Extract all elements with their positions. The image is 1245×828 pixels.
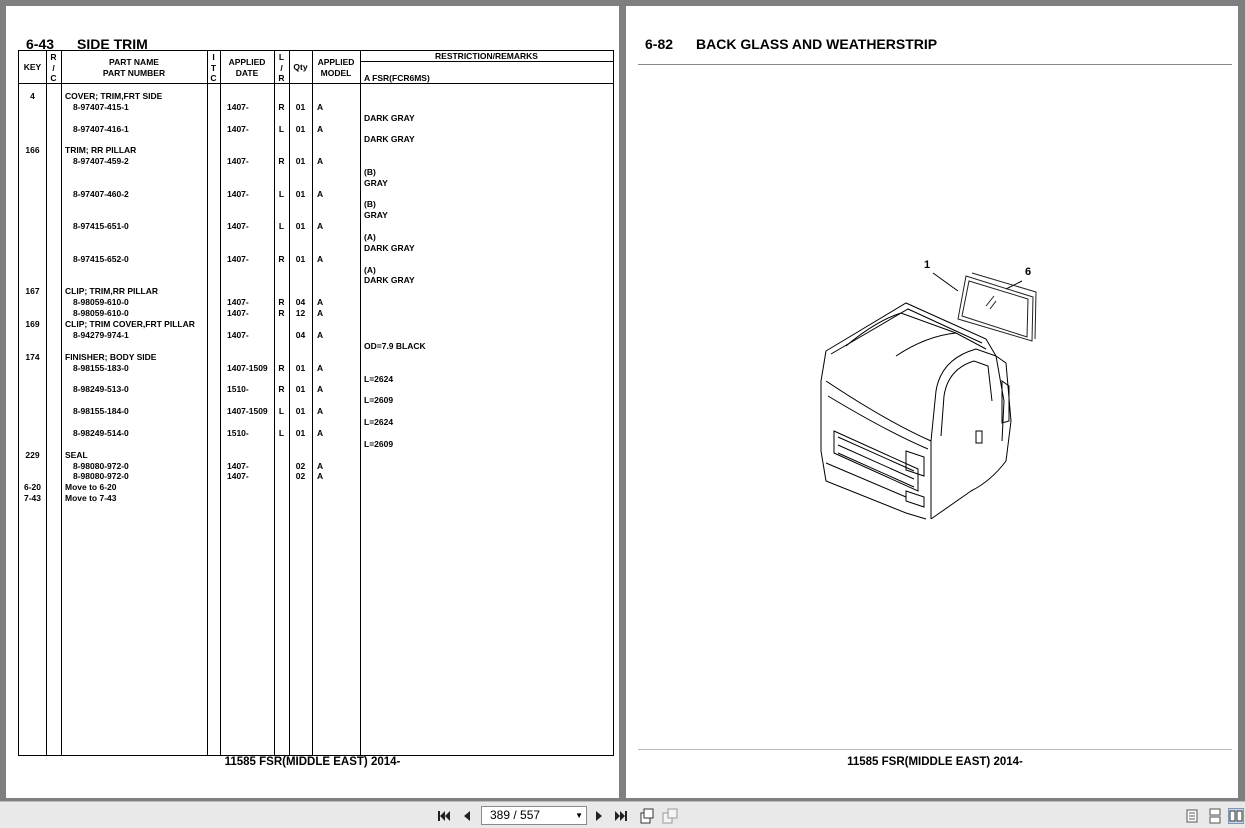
right-footer: 11585 FSR(MIDDLE EAST) 2014- bbox=[847, 756, 1023, 768]
row-key: 174 bbox=[25, 352, 40, 362]
row-number: 8-98249-514-0 bbox=[73, 428, 129, 438]
row-date: 1407- bbox=[227, 189, 249, 199]
row-key: 7-43 bbox=[23, 493, 41, 503]
row-qty: 04 bbox=[295, 330, 306, 340]
row-model: A bbox=[317, 189, 324, 199]
row-key: 6-20 bbox=[23, 482, 41, 492]
row-name: CLIP; TRIM COVER,FRT PILLAR bbox=[65, 319, 195, 329]
row-qty: 01 bbox=[295, 363, 306, 373]
row-date: 1407-1509 bbox=[227, 363, 268, 373]
row-lr: R bbox=[278, 254, 285, 264]
row-date: 1407- bbox=[227, 297, 249, 307]
row-name: CLIP; TRIM,RR PILLAR bbox=[65, 286, 159, 296]
header-model-note: A FSR(FCR6MS) bbox=[364, 73, 430, 83]
row-number: 8-98155-184-0 bbox=[73, 406, 129, 416]
row-date: 1407- bbox=[227, 124, 249, 134]
rotate-page-icon[interactable] bbox=[638, 808, 654, 824]
row-remark: L=2624 bbox=[364, 417, 394, 427]
row-remark: (A) bbox=[364, 232, 376, 242]
row-number: 8-98059-610-0 bbox=[73, 297, 129, 307]
next-page-icon[interactable] bbox=[591, 808, 607, 824]
row-remark: (B) bbox=[364, 199, 376, 209]
row-qty: 01 bbox=[295, 189, 306, 199]
row-qty: 01 bbox=[295, 254, 306, 264]
row-remark: OD=7.9 BLACK bbox=[364, 341, 426, 351]
row-lr: L bbox=[278, 124, 285, 134]
header-key: KEY bbox=[23, 62, 42, 72]
header-rc: R / C bbox=[50, 52, 57, 83]
continuous-page-icon[interactable] bbox=[1207, 808, 1223, 824]
row-remark: L=2609 bbox=[364, 395, 394, 405]
row-qty: 02 bbox=[295, 461, 306, 471]
row-qty: 01 bbox=[295, 124, 306, 134]
row-key: 229 bbox=[25, 450, 40, 460]
row-lr: L bbox=[278, 221, 285, 231]
row-qty: 01 bbox=[295, 221, 306, 231]
row-model: A bbox=[317, 363, 324, 373]
row-model: A bbox=[317, 102, 324, 112]
single-page-icon[interactable] bbox=[1184, 808, 1200, 824]
row-number: 8-98080-972-0 bbox=[73, 461, 129, 471]
row-date: 1407- bbox=[227, 156, 249, 166]
row-model: A bbox=[317, 471, 324, 481]
header-applied-date: APPLIED DATE bbox=[228, 57, 266, 78]
row-number: 8-97407-459-2 bbox=[73, 156, 129, 166]
row-number: 8-98059-610-0 bbox=[73, 308, 129, 318]
row-lr: R bbox=[278, 102, 285, 112]
last-page-icon[interactable] bbox=[613, 808, 629, 824]
row-name: TRIM; RR PILLAR bbox=[65, 145, 137, 155]
left-page bbox=[6, 6, 619, 798]
row-lr: R bbox=[278, 308, 285, 318]
row-key: 167 bbox=[25, 286, 40, 296]
row-date: 1407- bbox=[227, 102, 249, 112]
row-lr: R bbox=[278, 297, 285, 307]
row-name: FINISHER; BODY SIDE bbox=[65, 352, 157, 362]
row-number: 8-98080-972-0 bbox=[73, 471, 129, 481]
row-key: 169 bbox=[25, 319, 40, 329]
header-lr: L / R bbox=[278, 52, 285, 83]
extract-page-icon[interactable] bbox=[662, 808, 678, 824]
row-remark: DARK GRAY bbox=[364, 134, 415, 144]
header-applied-model: APPLIED MODEL bbox=[317, 57, 355, 78]
callout-1: 1 bbox=[924, 259, 931, 271]
row-name: COVER; TRIM,FRT SIDE bbox=[65, 91, 163, 101]
first-page-icon[interactable] bbox=[436, 808, 452, 824]
row-number: 8-97407-416-1 bbox=[73, 124, 129, 134]
section-number: 6-43 bbox=[26, 36, 55, 52]
row-name: SEAL bbox=[65, 450, 88, 460]
row-number: 8-97415-652-0 bbox=[73, 254, 129, 264]
row-name: Move to 6-20 bbox=[65, 482, 117, 492]
row-qty: 02 bbox=[295, 471, 306, 481]
row-date: 1407- bbox=[227, 221, 249, 231]
chevron-down-icon[interactable]: ▼ bbox=[575, 811, 583, 820]
row-date: 1407- bbox=[227, 308, 249, 318]
footer-rule bbox=[638, 749, 1232, 750]
row-qty: 01 bbox=[295, 428, 306, 438]
row-key: 166 bbox=[25, 145, 40, 155]
row-remark: GRAY bbox=[364, 210, 388, 220]
row-qty: 01 bbox=[295, 156, 306, 166]
row-lr: R bbox=[278, 156, 285, 166]
row-date: 1407-1509 bbox=[227, 406, 268, 416]
row-date: 1510- bbox=[227, 384, 249, 394]
row-number: 8-98249-513-0 bbox=[73, 384, 129, 394]
row-key: 4 bbox=[30, 91, 35, 101]
prev-page-icon[interactable] bbox=[459, 808, 475, 824]
row-remark: (A) bbox=[364, 265, 376, 275]
row-model: A bbox=[317, 124, 324, 134]
row-model: A bbox=[317, 461, 324, 471]
cab-illustration bbox=[806, 251, 1046, 521]
section-title: BACK GLASS AND WEATHERSTRIP bbox=[696, 36, 938, 52]
header-part-name: PART NAME PART NUMBER bbox=[102, 57, 166, 78]
row-remark: GRAY bbox=[364, 178, 388, 188]
row-qty: 01 bbox=[295, 406, 306, 416]
row-model: A bbox=[317, 254, 324, 264]
row-model: A bbox=[317, 297, 324, 307]
row-model: A bbox=[317, 156, 324, 166]
row-model: A bbox=[317, 330, 324, 340]
row-number: 8-97407-460-2 bbox=[73, 189, 129, 199]
header-qty: Qty bbox=[293, 62, 308, 72]
row-remark: DARK GRAY bbox=[364, 243, 415, 253]
row-lr: R bbox=[278, 384, 285, 394]
facing-pages-icon[interactable] bbox=[1228, 808, 1244, 824]
row-model: A bbox=[317, 221, 324, 231]
row-remark: DARK GRAY bbox=[364, 275, 415, 285]
row-model: A bbox=[317, 308, 324, 318]
row-lr: L bbox=[278, 189, 285, 199]
row-remark: L=2609 bbox=[364, 439, 394, 449]
section-number: 6-82 bbox=[645, 36, 674, 52]
right-page bbox=[626, 6, 1238, 798]
row-lr: L bbox=[278, 428, 285, 438]
row-qty: 04 bbox=[295, 297, 306, 307]
parts-table bbox=[18, 50, 614, 756]
row-model: A bbox=[317, 428, 324, 438]
row-date: 1407- bbox=[227, 461, 249, 471]
row-lr: R bbox=[278, 363, 285, 373]
viewer-toolbar bbox=[0, 801, 1245, 828]
row-date: 1407- bbox=[227, 254, 249, 264]
left-footer: 11585 FSR(MIDDLE EAST) 2014- bbox=[224, 756, 401, 768]
row-name: Move to 7-43 bbox=[65, 493, 117, 503]
callout-6: 6 bbox=[1025, 266, 1032, 278]
row-date: 1407- bbox=[227, 471, 249, 481]
row-number: 8-97407-415-1 bbox=[73, 102, 129, 112]
row-qty: 12 bbox=[295, 308, 306, 318]
row-number: 8-94279-974-1 bbox=[73, 330, 129, 340]
row-lr: L bbox=[278, 406, 285, 416]
row-number: 8-97415-651-0 bbox=[73, 221, 129, 231]
header-remarks: RESTRICTION/REMARKS bbox=[435, 51, 538, 61]
header-itc: I T C bbox=[210, 52, 217, 83]
row-date: 1407- bbox=[227, 330, 249, 340]
back-glass-part bbox=[958, 273, 1036, 341]
row-date: 1510- bbox=[227, 428, 249, 438]
row-qty: 01 bbox=[295, 102, 306, 112]
row-model: A bbox=[317, 384, 324, 394]
row-model: A bbox=[317, 406, 324, 416]
row-remark: L=2624 bbox=[364, 374, 394, 384]
section-title: SIDE TRIM bbox=[77, 36, 148, 52]
row-number: 8-98155-183-0 bbox=[73, 363, 129, 373]
row-remark: DARK GRAY bbox=[364, 113, 415, 123]
row-qty: 01 bbox=[295, 384, 306, 394]
row-remark: (B) bbox=[364, 167, 376, 177]
page-number-input[interactable]: 389 / 557 ▼ bbox=[481, 806, 587, 825]
header-rule bbox=[638, 64, 1232, 65]
